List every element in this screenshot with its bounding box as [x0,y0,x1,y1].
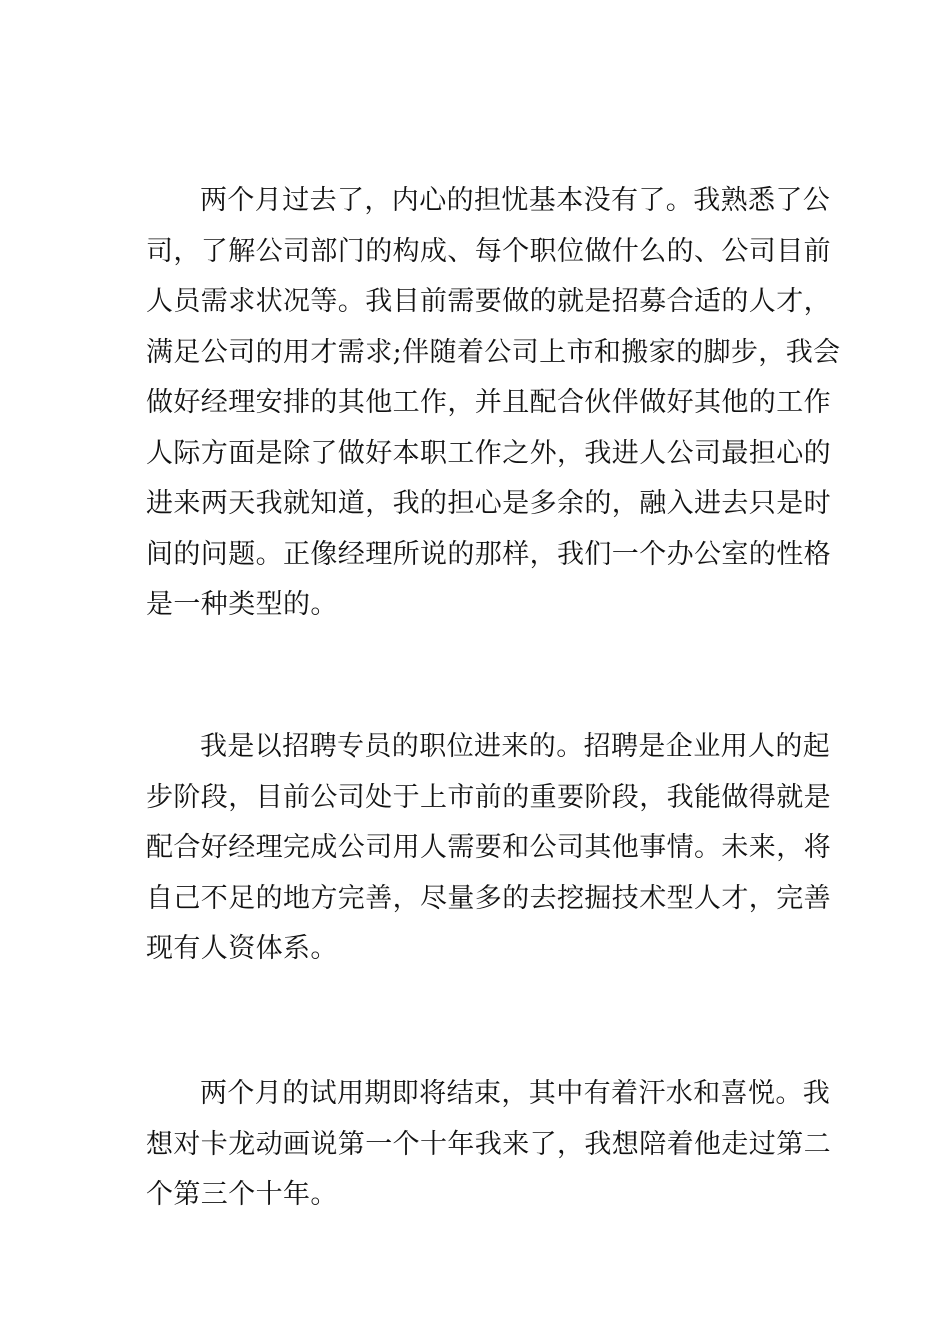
text-line: 满足公司的用才需求;伴随着公司上市和搬家的脚步，我会 [146,336,841,368]
text-line: 进来两天我就知道，我的担心是多余的，融入进去只是时 [146,488,831,519]
text-line: 两个月过去了，内心的担忧基本没有了。我熟悉了公 [200,185,831,216]
text-line: 间的问题。正像经理所说的那样，我们一个办公室的性格 [146,538,831,570]
text-line: 个第三个十年。 [146,1179,338,1210]
text-line: 人际方面是除了做好本职工作之外，我进人公司最担心的 [146,437,831,469]
text-line: 做好经理安排的其他工作，并且配合伙伴做好其他的工作 [146,387,831,418]
text-line: 两个月的试用期即将结束，其中有着汗水和喜悦。我 [200,1078,831,1109]
paragraph-3 [146,1069,831,1221]
text-line: 是一种类型的。 [146,589,338,620]
text-line: 自己不足的地方完善，尽量多的去挖掘技术型人才，完善 [146,882,831,914]
text-line: 步阶段，目前公司处于上市前的重要阶段，我能做得就是 [146,781,831,813]
text-line: 人员需求状况等。我目前需要做的就是招募合适的人才， [146,286,831,317]
text-line: 我是以招聘专员的职位进来的。招聘是企业用人的起 [200,731,831,762]
text-line: 想对卡龙动画说第一个十年我来了，我想陪着他走过第二 [146,1128,831,1160]
text-line: 现有人资体系。 [146,933,338,964]
paragraph-1 [146,176,841,631]
text-line: 司，了解公司部门的构成、每个职位做什么的、公司目前 [146,235,831,267]
paragraph-2 [146,722,831,975]
text-line: 配合好经理完成公司用人需要和公司其他事情。未来，将 [146,832,831,863]
